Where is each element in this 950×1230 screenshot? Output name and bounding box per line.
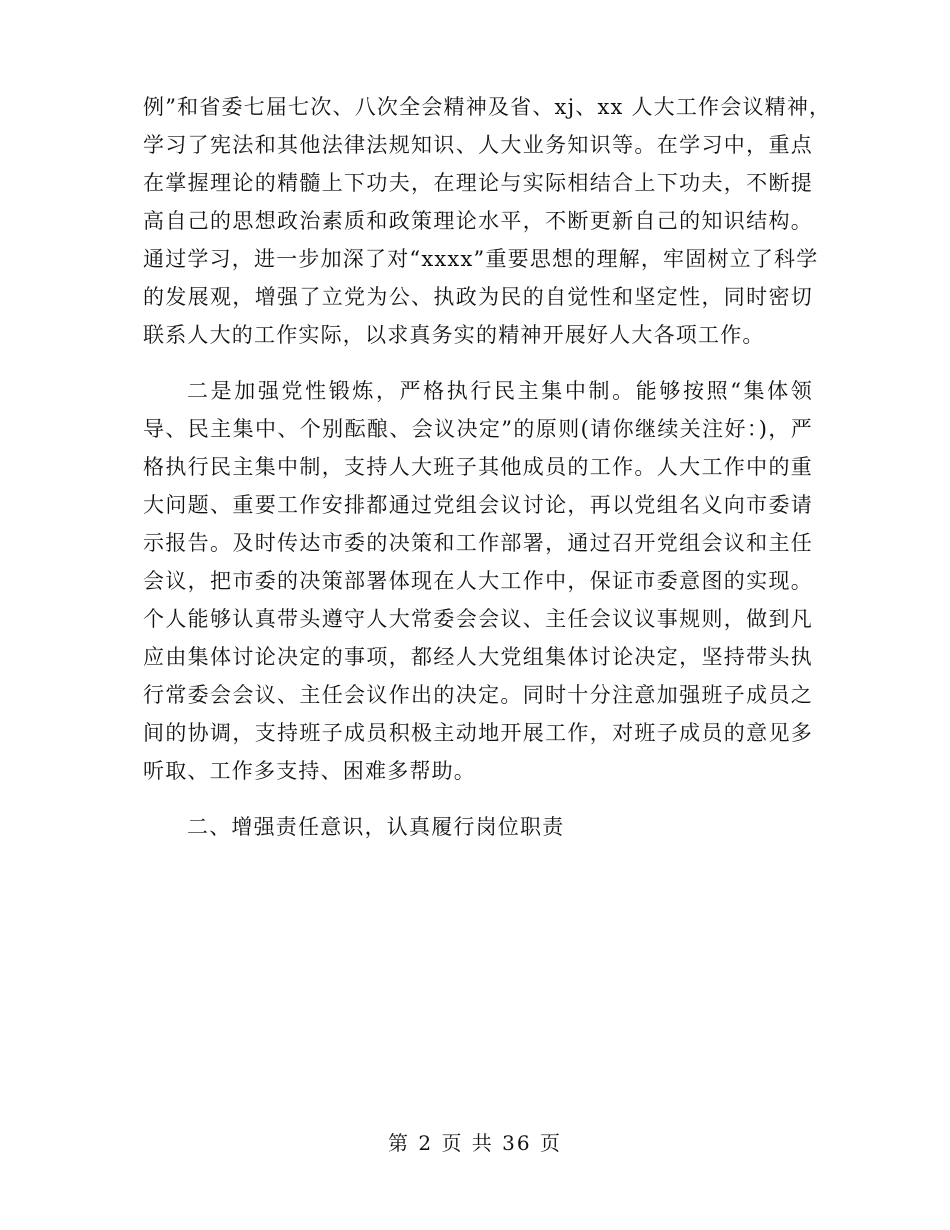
section-heading: 二、增强责任意识，认真履行岗位职责 (187, 815, 565, 839)
paragraph-line: 通过学习，进一步加深了对“xxxx”重要思想的理解，牢固树立了科学 (143, 247, 819, 271)
paragraph-line: 高自己的思想政治素质和政策理论水平，不断更新自己的知识结构。 (143, 209, 813, 233)
paragraph-line: 格执行民主集中制，支持人大班子其他成员的工作。人大工作中的重 (143, 455, 813, 479)
paragraph-study (143, 88, 832, 354)
paragraph-line: 例”和省委七届七次、八次全会精神及省、xj、xx 人大工作会议精神， (143, 95, 832, 119)
paragraph-line: 会议，把市委的决策部署体现在人大工作中，保证市委意图的实现。 (143, 569, 813, 593)
paragraph-line: 个人能够认真带头遵守人大常委会会议、主任会议议事规则，做到凡 (143, 607, 813, 631)
paragraph-line: 间的协调，支持班子成员积极主动地开展工作，对班子成员的意见多 (143, 721, 813, 745)
paragraph-line: 导、民主集中、个别酝酿、会议决定”的原则(请你继续关注好：)，严 (143, 417, 813, 441)
paragraph-line: 的发展观，增强了立党为公、执政为民的自觉性和坚定性，同时密切 (143, 285, 813, 309)
paragraph-line: 学习了宪法和其他法律法规知识、人大业务知识等。在学习中，重点 (143, 133, 813, 157)
paragraph-line: 听取、工作多支持、困难多帮助。 (143, 759, 476, 783)
body-text (143, 88, 832, 846)
paragraph-party-discipline (143, 372, 813, 790)
paragraph-line: 大问题、重要工作安排都通过党组会议讨论，再以党组名义向市委请 (143, 493, 813, 517)
paragraph-line: 应由集体讨论决定的事项，都经人大党组集体讨论决定，坚持带头执 (143, 645, 813, 669)
paragraph-line: 联系人大的工作实际，以求真务实的精神开展好人大各项工作。 (143, 323, 765, 347)
paragraph-line: 在掌握理论的精髓上下功夫，在理论与实际相结合上下功夫，不断提 (143, 171, 813, 195)
paragraph-line: 示报告。及时传达市委的决策和工作部署，通过召开党组会议和主任 (143, 531, 813, 555)
paragraph-line: 二是加强党性锻炼，严格执行民主集中制。能够按照“集体领 (187, 379, 813, 403)
paragraph-line: 行常委会会议、主任会议作出的决定。同时十分注意加强班子成员之 (143, 683, 813, 707)
page-number: 第 2 页 共 36 页 (388, 1131, 562, 1155)
